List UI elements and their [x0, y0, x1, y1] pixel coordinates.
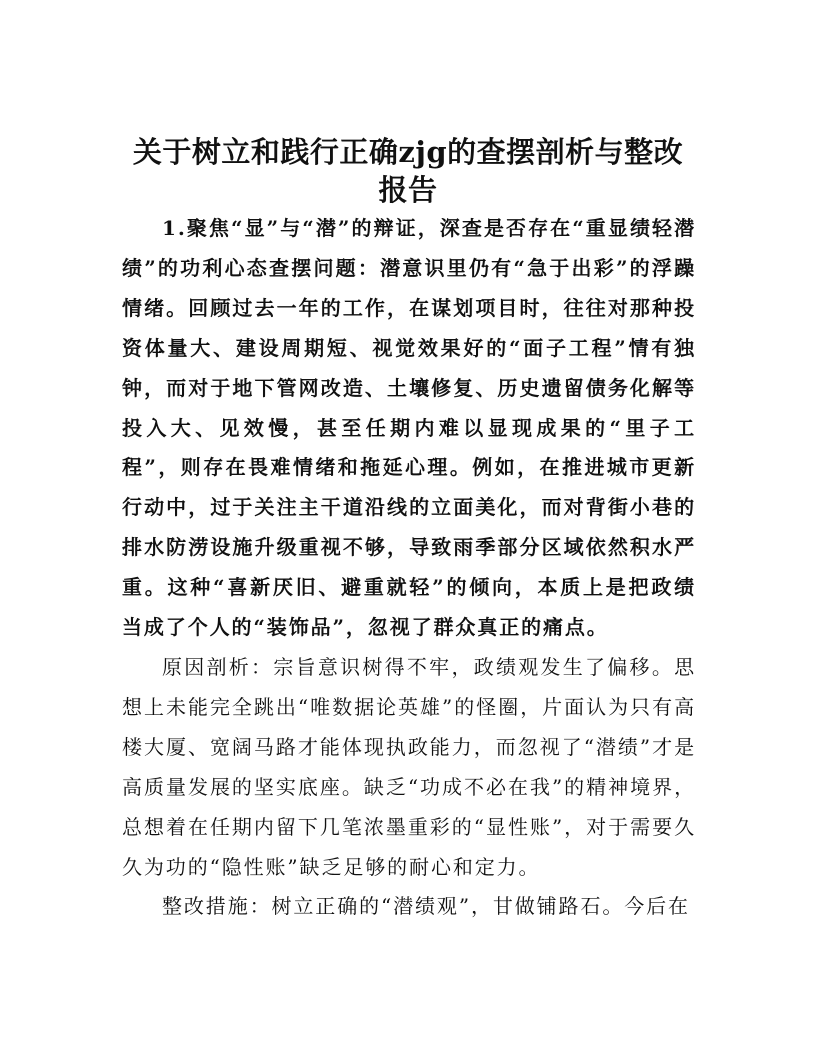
- paragraph-cause-analysis: 原因剖析：宗旨意识树得不牢，政绩观发生了偏移。思想上未能完全跳出“唯数据论英雄”的怪圈，片面认为只有高楼大厦、宽阔马路才能体现执政能力，而忽视了“潜绩”才是高质量发展的坚实底座。缺乏“功成不必在我”的精神境界，总想着在任期内留下几笔浓墨重彩的“显性账”，对于需要久久为功的“隐性账”缺乏足够的耐心和定力。: [122, 655, 696, 879]
- paragraph-issue: 1.聚焦“显”与“潜”的辩证，深查是否存在“重显绩轻潜绩”的功利心态查摆问题：潜意识里仍有“急于出彩”的浮躁情绪。回顾过去一年的工作，在谋划项目时，往往对那种投资体量大、建设周期短、视觉效果好的“面子工程”情有独钟，而对于地下管网改造、土壤修复、历史遗留债务化解等投入大、见效慢，甚至任期内难以显现成果的“里子工程”，则存在畏难情绪和拖延心理。例如，在推进城市更新行动中，过于关注主干道沿线的立面美化，而对背街小巷的排水防涝设施升级重视不够，导致雨季部分区域依然积水严重。这种“喜新厌旧、避重就轻”的倾向，本质上是把政绩当成了个人的“装饰品”，忽视了群众真正的痛点。: [122, 216, 696, 640]
- paragraph-rectification: 整改措施：树立正确的“潜绩观”，甘做铺路石。今后在: [162, 894, 690, 918]
- document-title: 关于树立和践行正确zjg的查摆剖析与整改报告: [132, 135, 684, 208]
